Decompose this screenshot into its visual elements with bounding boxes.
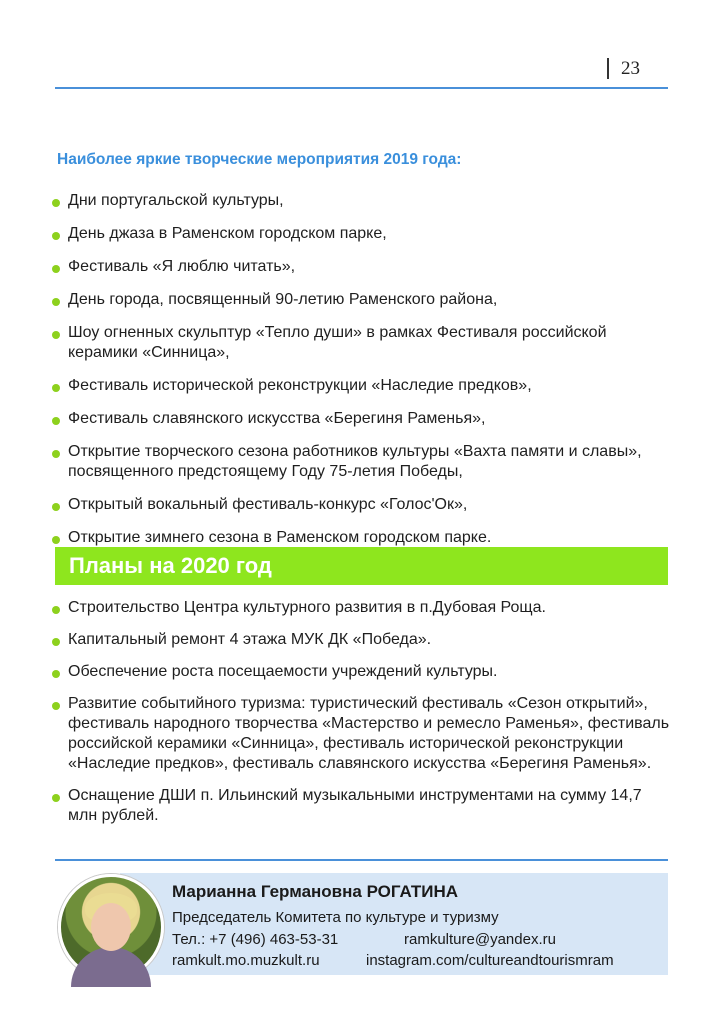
contact-phone[interactable]: Тел.: +7 (496) 463-53-31 [172,931,339,948]
list-item: Капитальный ремонт 4 этажа МУК ДК «Победа». [52,630,672,650]
bullet-icon [52,670,60,678]
list-item: Фестиваль «Я люблю читать», [52,257,672,277]
contact-name: Марианна Германовна РОГАТИНА [172,882,459,901]
bottom-divider [55,859,668,861]
portrait-shoulders [71,947,151,987]
list-item: Фестиваль славянского искусства «Берегиня Раменья», [52,409,672,429]
bullet-icon [52,638,60,646]
list-item: День города, посвященный 90-летию Раменского района, [52,290,672,310]
top-divider [55,87,668,89]
list-item: Развитие событийного туризма: туристический фестиваль «Сезон открытий», фестиваль народного творчества «Мастерство и ремесло Раменья», фестиваль российской керамики «Синница», фестиваль исторической реконструкции «Наследие предков», фестиваль славянского искусства «Берегиня Раменья». [52,694,672,774]
bullet-icon [52,384,60,392]
portrait-photo [58,874,164,980]
list-item: Дни португальской культуры, [52,191,672,211]
list-item: Открытие зимнего сезона в Раменском городском парке. [52,528,672,548]
bullet-icon [52,232,60,240]
plans-banner [55,547,668,585]
list-item: День джаза в Раменском городском парке, [52,224,672,244]
list-item: Строительство Центра культурного развития в п.Дубовая Роща. [52,598,672,618]
bullet-icon [52,536,60,544]
highlights-list [52,191,672,561]
bullet-icon [52,450,60,458]
list-item: Открытый вокальный фестиваль-конкурс «Голос'Ок», [52,495,672,515]
contact-website-link[interactable]: ramkult.mo.muzkult.ru [172,952,320,969]
bullet-icon [52,298,60,306]
highlights-heading: Наиболее яркие творческие мероприятия 2019 года: [57,151,462,168]
list-item: Фестиваль исторической реконструкции «Наследие предков», [52,376,672,396]
list-item: Шоу огненных скульптур «Тепло души» в рамках Фестиваля российской керамики «Синница», [52,323,672,363]
contact-instagram-link[interactable]: instagram.com/cultureandtourismram [366,952,614,969]
page-number-divider [607,58,609,79]
bullet-icon [52,331,60,339]
bullet-icon [52,606,60,614]
bullet-icon [52,503,60,511]
bullet-icon [52,199,60,207]
bullet-icon [52,265,60,273]
page-number: 23 [621,58,640,79]
bullet-icon [52,794,60,802]
plans-list [52,598,672,838]
list-item: Оснащение ДШИ п. Ильинский музыкальными инструментами на сумму 14,7 млн рублей. [52,786,672,826]
list-item: Обеспечение роста посещаемости учреждений культуры. [52,662,672,682]
contact-position: Председатель Комитета по культуре и туризму [172,909,499,926]
plans-title: Планы на 2020 год [69,553,272,578]
contact-email-link[interactable]: ramkulture@yandex.ru [404,931,556,948]
bullet-icon [52,702,60,710]
list-item: Открытие творческого сезона работников культуры «Вахта памяти и славы», посвященного предстоящему Году 75-летия Победы, [52,442,672,482]
bullet-icon [52,417,60,425]
portrait-face [91,903,131,951]
